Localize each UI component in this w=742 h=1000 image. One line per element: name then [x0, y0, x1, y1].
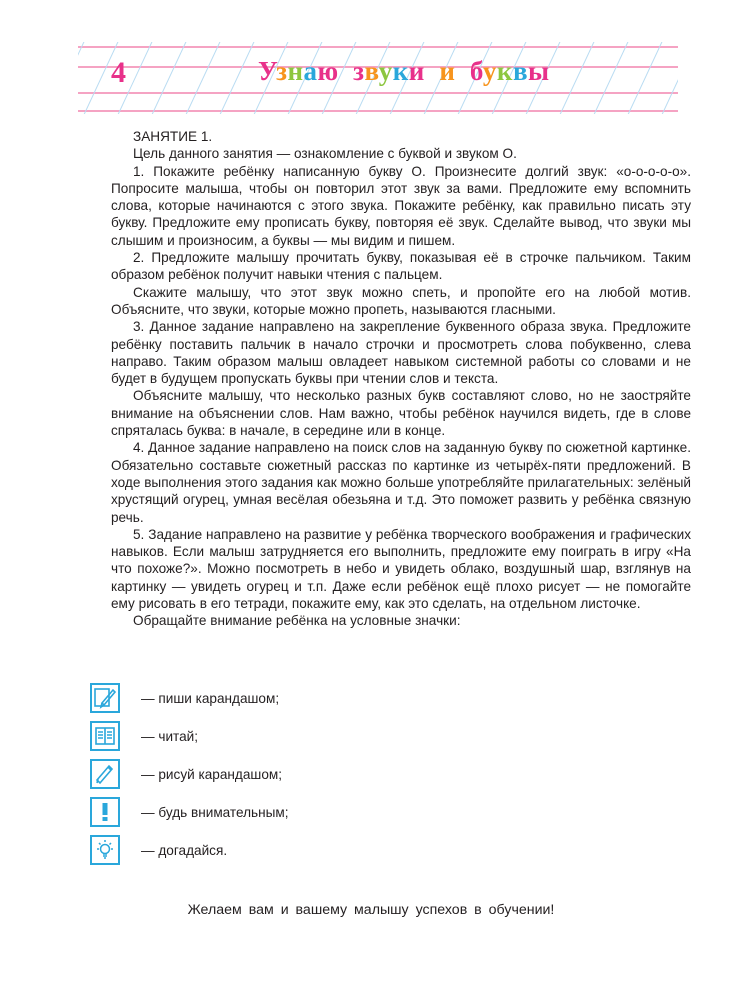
paragraph: Объясните малышу, что несколько разных букв составляют слово, но не заостряйте внимание на объяснении слов. Нам важно, чтобы ребёнок научился видеть, где в слове спряталась буква: в начале, в середине или в конце. — [111, 388, 691, 439]
pencil-write-icon — [90, 683, 120, 713]
paragraph: 1. Покажите ребёнку написанную букву О. Произнесите долгий звук: «о-о-о-о-о». Попросите малыша, чтобы он повторил этот звук за вами. Предложите ему вспомнить слова, которые начинаются с этого звука. Покажите ребёнку, как правильно писать эту букву. Предложите ему прописать букву, повторяя её звук. Сделайте вывод, что звуки мы слышим и произносим, а буквы — мы видим и пишем. — [111, 163, 691, 248]
instructions-text — [111, 128, 691, 630]
guide-line — [78, 46, 678, 48]
title-letter — [425, 56, 440, 86]
legend-item-write — [90, 683, 279, 713]
title-letter: у — [378, 56, 393, 86]
title-letter: ю — [317, 56, 339, 86]
legend-label: — будь внимательным; — [141, 804, 289, 820]
legend-label: — догадайся. — [141, 842, 228, 858]
page-number: 4 — [111, 56, 126, 89]
title-letter: у — [482, 56, 497, 86]
title-letter: к — [496, 56, 513, 86]
title-letter: а — [303, 56, 318, 86]
slant-guide-line — [78, 42, 89, 114]
paragraph: 3. Данное задание направлено на закрепление буквенного образа звука. Предложите ребёнку поставить пальчик в начало строчки и просмотреть слова побуквенно, слева направо. Таким образом малыш овладеет навыком системной работы со словами и не будет в будущем пропускать буквы при чтении слов и текста. — [111, 319, 691, 387]
book-icon — [90, 721, 120, 751]
title-letter: з — [276, 56, 288, 86]
legend-label: — рисуй карандашом; — [141, 766, 283, 782]
title-letter: н — [287, 56, 304, 86]
paragraph: 2. Предложите малышу прочитать букву, показывая её в строчке пальчиком. Таким образом ребёнок получит навыки чтения с пальцем. — [111, 250, 691, 283]
lightbulb-icon — [90, 835, 120, 865]
exclamation-icon — [90, 797, 120, 827]
paragraph: 5. Задание направлено на развитие у ребёнка творческого воображения и графических навыков. Если малыш затрудняется его выполнить, предложите ему поиграть в игру «На что похоже?». Можно посмотреть в небо и увидеть облако, воздушный шар, взглянув на картинку — увидеть огурец и т.п. Даже если ребёнок ещё плохо рисует — не помогайте ему рисовать в его тетради, покажите ему, как это сделать, на отдельном листочке. — [111, 526, 691, 612]
slant-guide-line — [216, 42, 259, 114]
title-letter: ы — [528, 56, 550, 86]
closing-wish: Желаем вам и вашему малышу успехов в обучении! — [187, 902, 555, 918]
title-letter: з — [353, 56, 365, 86]
title-letter: б — [469, 56, 483, 86]
slant-guide-line — [556, 42, 599, 114]
paragraph: Цель данного занятия — ознакомление с буквой и звуком О. — [133, 146, 517, 162]
slant-guide-line — [658, 42, 678, 114]
legend-item-guess — [90, 835, 227, 865]
slant-guide-line — [182, 42, 225, 114]
paragraph: Скажите малышу, что этот звук можно спеть, и пропойте его на любой мотив. Объясните, что звуки, которые можно пропеть, называются гласными. — [111, 284, 691, 317]
title-letter — [455, 56, 470, 86]
title-letter: в — [512, 56, 529, 86]
slant-guide-line — [148, 42, 191, 114]
title-letter: и — [408, 56, 425, 86]
legend-label: — пиши карандашом; — [141, 690, 280, 706]
lesson-heading: ЗАНЯТИЕ 1. — [133, 129, 213, 144]
slant-guide-line — [590, 42, 633, 114]
title-letter: У — [258, 56, 277, 86]
legend-label: — читай; — [141, 728, 199, 744]
pencil-draw-icon — [90, 759, 120, 789]
legend-item-read — [90, 721, 198, 751]
guide-line — [78, 110, 678, 112]
paragraph: Обращайте внимание ребёнка на условные значки: — [133, 613, 461, 629]
title-letter: к — [392, 56, 409, 86]
legend-item-attention — [90, 797, 289, 827]
page-title — [258, 58, 550, 85]
slant-guide-line — [624, 42, 667, 114]
guide-line — [78, 92, 678, 94]
paragraph: 4. Данное задание направлено на поиск слов на заданную букву по сюжетной картинке. Обязательно составьте сюжетный рассказ по картинке из четырёх-пяти предложений. В ходе выполнения этого задания как можно больше употребляйте прилагательных: зелёный хрустящий огурец, умная весёлая обезьяна и т.д. Это поможет развить у ребёнка связную речь. — [111, 440, 691, 525]
title-letter: и — [439, 56, 456, 86]
title-letter — [339, 56, 354, 86]
legend-item-draw — [90, 759, 282, 789]
title-letter: в — [364, 56, 379, 86]
